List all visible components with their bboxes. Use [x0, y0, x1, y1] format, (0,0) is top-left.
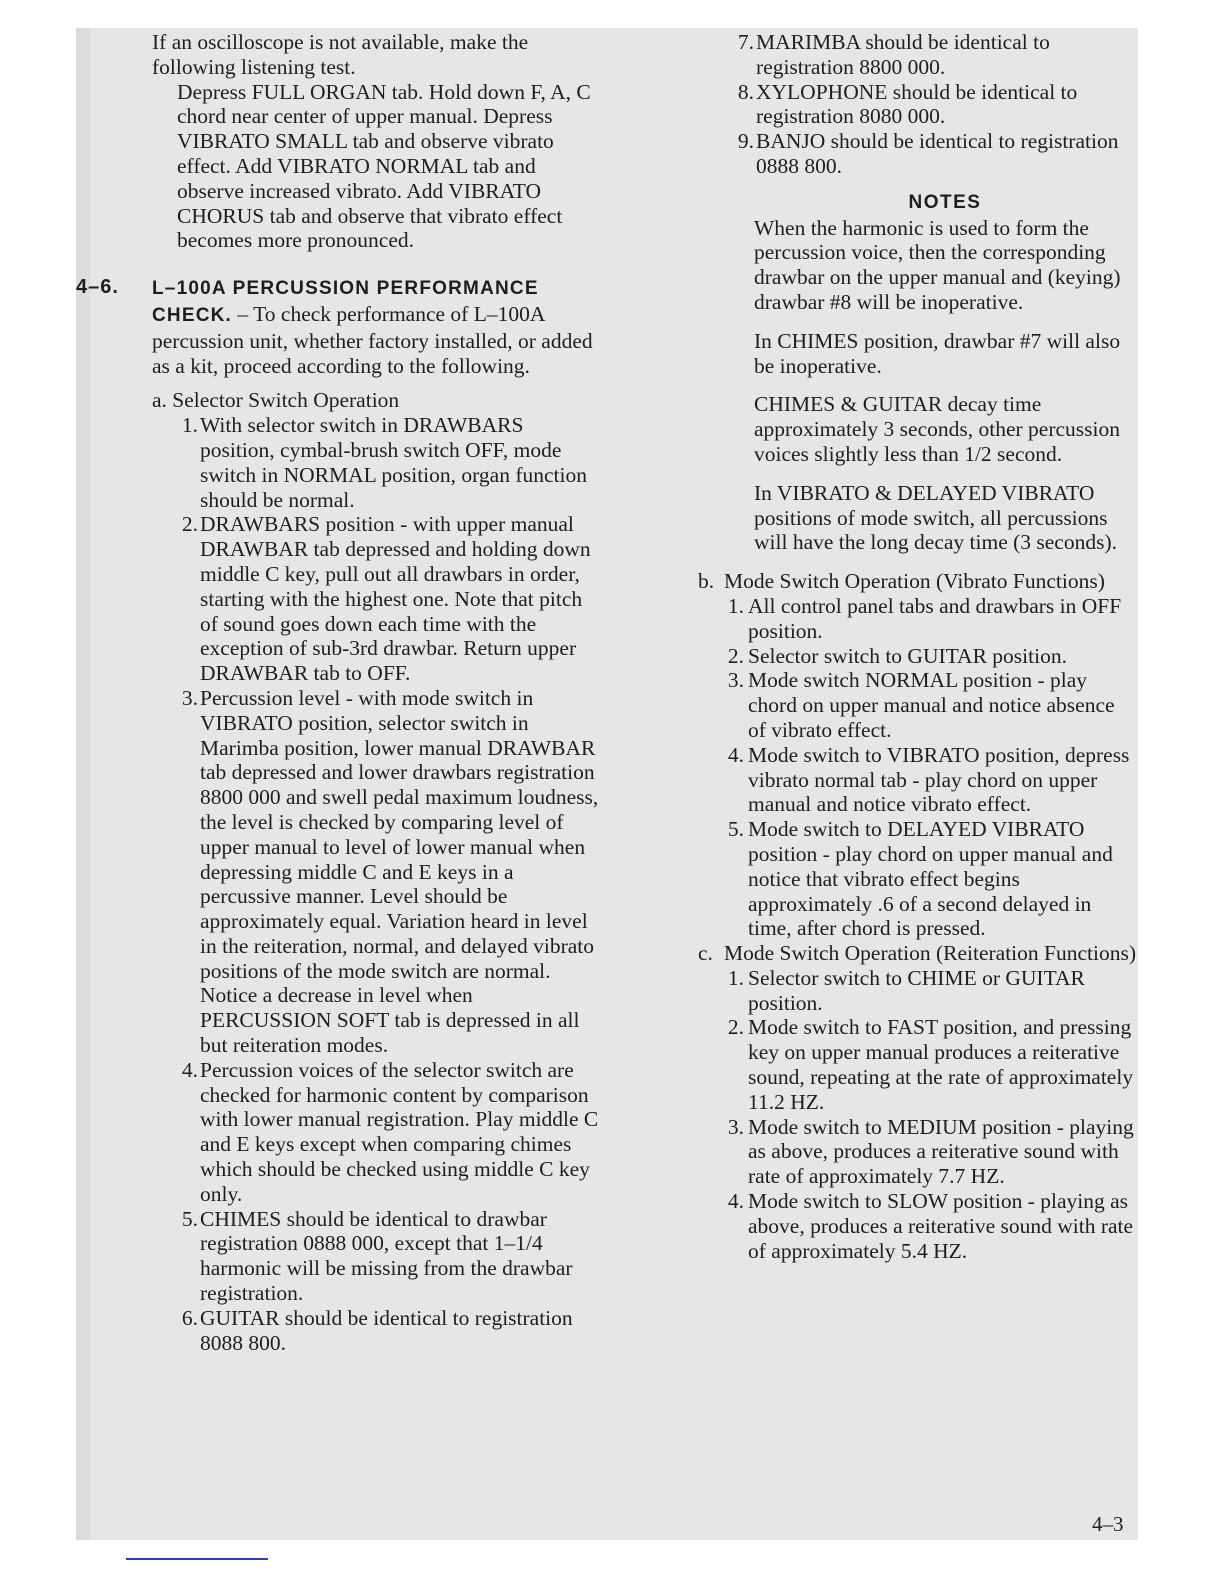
list-item [152, 1207, 602, 1306]
item-number: 4. [727, 1189, 744, 1214]
item-text: XYLOPHONE should be identical to registration 8080 000. [756, 79, 1078, 129]
section-4-6 [76, 275, 602, 378]
item-text: Percussion voices of the selector switch are checked for harmonic content by comparison with lower manual registration. Play middle C and E keys except when comparing chimes which should be checked using middle C key only. [200, 1057, 599, 1206]
scan-edge-shadow [76, 28, 90, 1540]
note-paragraph: CHIMES & GUITAR decay time approximately 3 seconds, other percussion voices slightly less than 1/2 second. [754, 392, 1121, 466]
item-text: Percussion level - with mode switch in VIBRATO position, selector switch in Marimba position, lower manual DRAWBAR tab depressed and lower drawbars registration 8800 000 and swell pedal maximum loudness, the level is checked by comparing level of upper manual to level of lower manual when depressing middle C and E keys in a percussive manner. Level should be approximately equal. Variation heard in level in the reiteration, normal, and delayed vibrato positions of the mode switch are normal. Notice a decrease in level when PERCUSSION SOFT tab is depressed in all but reiteration modes. [200, 685, 599, 1058]
list-item [698, 129, 1136, 179]
intro-paragraph-1: If an oscilloscope is not available, make the following listening test. [152, 30, 529, 79]
item-text: Mode switch to FAST position, and pressing key on upper manual produces a reiterative sound, repeating at the rate of approximately 11.2 HZ. [748, 1015, 1134, 1114]
list-item [152, 512, 602, 686]
subsection-b-title [698, 569, 1136, 594]
list-item [698, 1015, 1136, 1114]
item-text: Selector switch to GUITAR position. [748, 643, 1067, 668]
item-number: 4. [181, 1057, 198, 1082]
note-paragraph: In VIBRATO & DELAYED VIBRATO positions of mode switch, all percussions will have the long decay time (3 seconds). [754, 480, 1118, 555]
item-number: 2. [181, 512, 198, 537]
section-number: 4–6. [76, 276, 119, 299]
item-number: 2. [727, 1015, 744, 1040]
subsection-a-title: a. Selector Switch Operation [152, 388, 400, 413]
list-item [698, 80, 1136, 130]
item-text: Selector switch to CHIME or GUITAR position. [748, 965, 1085, 1015]
item-number: 1. [727, 593, 744, 618]
note-paragraph: When the harmonic is used to form the percussion voice, then the corresponding drawbar on the upper manual and (keying) drawbar #8 will be inoperative. [754, 215, 1121, 314]
item-number: 3. [727, 1114, 744, 1139]
item-number: 3. [727, 668, 744, 693]
item-number: 7. [737, 30, 754, 54]
notes-heading: NOTES [908, 191, 982, 213]
item-number: 3. [181, 685, 198, 710]
item-number: 4. [727, 742, 744, 767]
item-number: 9. [737, 129, 754, 154]
item-text: Mode switch to SLOW position - playing as above, produces a reiterative sound with rate of approximately 5.4 HZ. [748, 1189, 1134, 1263]
footer-rule [126, 1558, 268, 1560]
list-item [152, 1306, 602, 1356]
intro-paragraph-2: Depress FULL ORGAN tab. Hold down F, A, C chord near center of upper manual. Depress VIBRATO SMALL tab and observe vibrato effect. Add VIBRATO NORMAL tab and observe increased vibrato. Add VIBRATO CHORUS tab and observe that vibrato effect becomes more pronounced. [177, 79, 591, 253]
list-item [698, 1189, 1136, 1263]
list-item [698, 644, 1136, 669]
right-column [698, 30, 1136, 1263]
item-number: 5. [727, 817, 744, 842]
subsection-letter: c. [698, 941, 713, 966]
section-title: L–100A PERCUSSION PERFORMANCE CHECK. [152, 278, 539, 326]
item-text: Mode switch to DELAYED VIBRATO position - play chord on upper manual and notice that vibrato effect begins approximately .6 of a second delayed in time, after chord is pressed. [748, 817, 1113, 941]
item-number: 6. [181, 1305, 198, 1330]
page-number: 4–3 [1092, 1512, 1124, 1536]
item-number: 5. [181, 1206, 198, 1231]
list-item [152, 1058, 602, 1207]
subsection-letter: b. [698, 569, 715, 594]
list-item [698, 1115, 1136, 1189]
list-item [698, 668, 1136, 742]
item-number: 2. [727, 643, 744, 668]
item-text: Mode switch to VIBRATO position, depress vibrato normal tab - play chord on upper manual and notice vibrato effect. [748, 742, 1130, 817]
item-text: BANJO should be identical to registration 0888 800. [756, 129, 1119, 178]
item-text: DRAWBARS position - with upper manual DRAWBAR tab depressed and holding down middle C key, pull out all drawbars in order, starting with the highest one. Note that pitch of sound goes down each time with the exception of sub-3rd drawbar. Return upper DRAWBAR tab to OFF. [200, 512, 591, 686]
item-text: GUITAR should be identical to registration 8088 800. [200, 1305, 573, 1355]
item-number: 1. [727, 965, 744, 990]
item-text: MARIMBA should be identical to registration 8800 000. [756, 30, 1050, 79]
subsection-title-text: Mode Switch Operation (Reiteration Functions) [724, 941, 1137, 966]
item-text: With selector switch in DRAWBARS position, cymbal-brush switch OFF, mode switch in NORMAL position, organ function should be normal. [200, 413, 587, 512]
note-paragraph: In CHIMES position, drawbar #7 will also be inoperative. [754, 328, 1121, 378]
subsection-c-title [698, 941, 1136, 966]
list-item [698, 966, 1136, 1016]
list-item [698, 594, 1136, 644]
left-column [76, 30, 602, 1355]
item-text: Mode switch NORMAL position - play chord on upper manual and notice absence of vibrato effect. [748, 668, 1115, 742]
item-text: Mode switch to MEDIUM position - playing as above, produces a reiterative sound with rate of approximately 7.7 HZ. [748, 1114, 1134, 1189]
item-text: CHIMES should be identical to drawbar registration 0888 000, except that 1–1/4 harmonic will be missing from the drawbar registration. [200, 1206, 573, 1306]
list-item [698, 743, 1136, 817]
list-item [698, 817, 1136, 941]
item-number: 1. [181, 413, 198, 438]
list-item [152, 413, 602, 512]
section-body: – To check performance of L–100A percussion unit, whether factory installed, or added as a kit, proceed according to the following. [152, 301, 593, 378]
item-text: All control panel tabs and drawbars in OFF position. [748, 593, 1122, 643]
subsection-title-text: Mode Switch Operation (Vibrato Functions) [724, 569, 1105, 594]
list-item [152, 686, 602, 1058]
list-item [698, 30, 1136, 80]
item-number: 8. [737, 79, 754, 104]
